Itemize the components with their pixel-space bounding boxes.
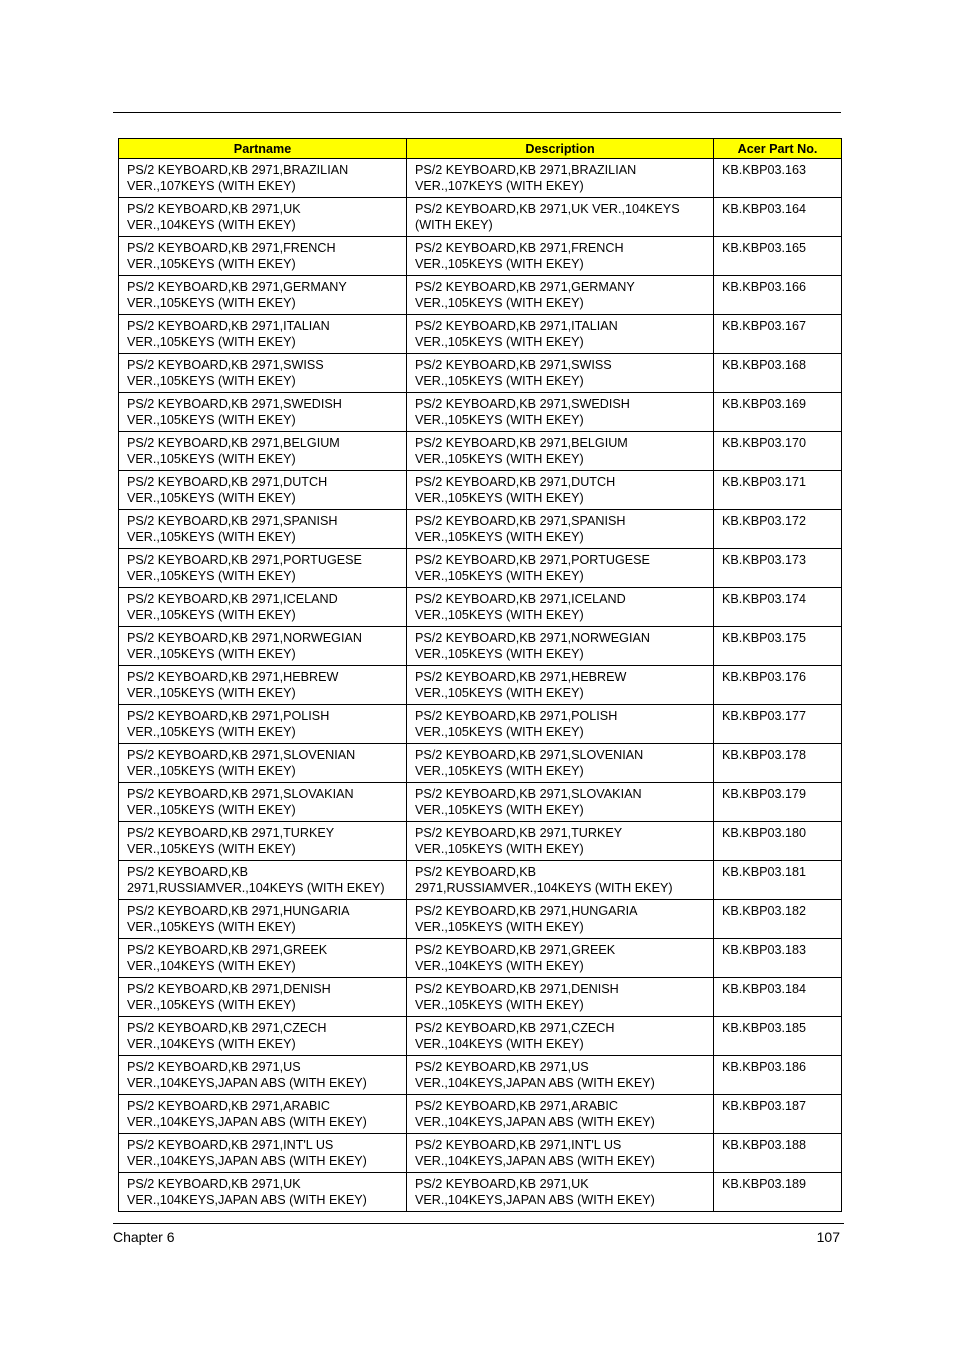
description-cell: PS/2 KEYBOARD,KB 2971,TURKEY VER.,105KEYS (WITH EKEY) <box>407 822 714 861</box>
partname-cell: PS/2 KEYBOARD,KB 2971,ARABIC VER.,104KEYS,JAPAN ABS (WITH EKEY) <box>119 1095 407 1134</box>
description-cell: PS/2 KEYBOARD,KB 2971,POLISH VER.,105KEYS (WITH EKEY) <box>407 705 714 744</box>
part-number-cell: KB.KBP03.182 <box>714 900 842 939</box>
partname-cell: PS/2 KEYBOARD,KB 2971,SLOVAKIAN VER.,105KEYS (WITH EKEY) <box>119 783 407 822</box>
part-number-cell: KB.KBP03.189 <box>714 1173 842 1212</box>
partname-cell: PS/2 KEYBOARD,KB 2971,INT'L US VER.,104KEYS,JAPAN ABS (WITH EKEY) <box>119 1134 407 1173</box>
description-cell: PS/2 KEYBOARD,KB 2971,BELGIUM VER.,105KEYS (WITH EKEY) <box>407 432 714 471</box>
table-row <box>119 783 842 822</box>
part-number-cell: KB.KBP03.174 <box>714 588 842 627</box>
table-row <box>119 393 842 432</box>
table-row <box>119 315 842 354</box>
part-number-cell: KB.KBP03.172 <box>714 510 842 549</box>
table-row <box>119 666 842 705</box>
part-number-cell: KB.KBP03.179 <box>714 783 842 822</box>
table-row <box>119 861 842 900</box>
partname-cell: PS/2 KEYBOARD,KB 2971,DENISH VER.,105KEYS (WITH EKEY) <box>119 978 407 1017</box>
partname-cell: PS/2 KEYBOARD,KB 2971,SWISS VER.,105KEYS (WITH EKEY) <box>119 354 407 393</box>
description-cell: PS/2 KEYBOARD,KB 2971,SLOVAKIAN VER.,105KEYS (WITH EKEY) <box>407 783 714 822</box>
table-row <box>119 939 842 978</box>
footer-page-number: 107 <box>816 1229 840 1245</box>
description-cell: PS/2 KEYBOARD,KB 2971,UK VER.,104KEYS (WITH EKEY) <box>407 198 714 237</box>
table-row <box>119 432 842 471</box>
part-number-cell: KB.KBP03.176 <box>714 666 842 705</box>
description-cell: PS/2 KEYBOARD,KB 2971,HEBREW VER.,105KEYS (WITH EKEY) <box>407 666 714 705</box>
table-row <box>119 705 842 744</box>
description-cell: PS/2 KEYBOARD,KB 2971,FRENCH VER.,105KEYS (WITH EKEY) <box>407 237 714 276</box>
description-cell: PS/2 KEYBOARD,KB 2971,GERMANY VER.,105KEYS (WITH EKEY) <box>407 276 714 315</box>
header-acer-part-no: Acer Part No. <box>714 139 842 159</box>
part-number-cell: KB.KBP03.167 <box>714 315 842 354</box>
part-number-cell: KB.KBP03.173 <box>714 549 842 588</box>
table-row <box>119 1017 842 1056</box>
partname-cell: PS/2 KEYBOARD,KB 2971,ICELAND VER.,105KEYS (WITH EKEY) <box>119 588 407 627</box>
description-cell: PS/2 KEYBOARD,KB 2971,SLOVENIAN VER.,105KEYS (WITH EKEY) <box>407 744 714 783</box>
table-row <box>119 471 842 510</box>
part-number-cell: KB.KBP03.187 <box>714 1095 842 1134</box>
description-cell: PS/2 KEYBOARD,KB 2971,BRAZILIAN VER.,107KEYS (WITH EKEY) <box>407 159 714 198</box>
part-number-cell: KB.KBP03.183 <box>714 939 842 978</box>
partname-cell: PS/2 KEYBOARD,KB 2971,GERMANY VER.,105KEYS (WITH EKEY) <box>119 276 407 315</box>
part-number-cell: KB.KBP03.170 <box>714 432 842 471</box>
description-cell: PS/2 KEYBOARD,KB 2971,PORTUGESE VER.,105KEYS (WITH EKEY) <box>407 549 714 588</box>
description-cell: PS/2 KEYBOARD,KB 2971,SWISS VER.,105KEYS (WITH EKEY) <box>407 354 714 393</box>
partname-cell: PS/2 KEYBOARD,KB 2971,BRAZILIAN VER.,107KEYS (WITH EKEY) <box>119 159 407 198</box>
part-number-cell: KB.KBP03.185 <box>714 1017 842 1056</box>
table-row <box>119 822 842 861</box>
table-row <box>119 276 842 315</box>
header-description: Description <box>407 139 714 159</box>
footer-rule <box>113 1223 844 1224</box>
description-cell: PS/2 KEYBOARD,KB 2971,DENISH VER.,105KEYS (WITH EKEY) <box>407 978 714 1017</box>
description-cell: PS/2 KEYBOARD,KB 2971,GREEK VER.,104KEYS (WITH EKEY) <box>407 939 714 978</box>
partname-cell: PS/2 KEYBOARD,KB 2971,SWEDISH VER.,105KEYS (WITH EKEY) <box>119 393 407 432</box>
table-row <box>119 744 842 783</box>
part-number-cell: KB.KBP03.164 <box>714 198 842 237</box>
part-number-cell: KB.KBP03.165 <box>714 237 842 276</box>
table-row <box>119 1134 842 1173</box>
part-number-cell: KB.KBP03.184 <box>714 978 842 1017</box>
part-number-cell: KB.KBP03.177 <box>714 705 842 744</box>
partname-cell: PS/2 KEYBOARD,KB 2971,HEBREW VER.,105KEYS (WITH EKEY) <box>119 666 407 705</box>
partname-cell: PS/2 KEYBOARD,KB 2971,FRENCH VER.,105KEYS (WITH EKEY) <box>119 237 407 276</box>
part-number-cell: KB.KBP03.186 <box>714 1056 842 1095</box>
partname-cell: PS/2 KEYBOARD,KB 2971,ITALIAN VER.,105KEYS (WITH EKEY) <box>119 315 407 354</box>
table-row <box>119 198 842 237</box>
partname-cell: PS/2 KEYBOARD,KB 2971,GREEK VER.,104KEYS (WITH EKEY) <box>119 939 407 978</box>
header-partname: Partname <box>119 139 407 159</box>
table-row <box>119 978 842 1017</box>
description-cell: PS/2 KEYBOARD,KB 2971,CZECH VER.,104KEYS (WITH EKEY) <box>407 1017 714 1056</box>
part-number-cell: KB.KBP03.169 <box>714 393 842 432</box>
description-cell: PS/2 KEYBOARD,KB 2971,SWEDISH VER.,105KEYS (WITH EKEY) <box>407 393 714 432</box>
description-cell: PS/2 KEYBOARD,KB 2971,HUNGARIA VER.,105KEYS (WITH EKEY) <box>407 900 714 939</box>
partname-cell: PS/2 KEYBOARD,KB 2971,US VER.,104KEYS,JAPAN ABS (WITH EKEY) <box>119 1056 407 1095</box>
description-cell: PS/2 KEYBOARD,KB 2971,SPANISH VER.,105KEYS (WITH EKEY) <box>407 510 714 549</box>
description-cell: PS/2 KEYBOARD,KB 2971,ARABIC VER.,104KEYS,JAPAN ABS (WITH EKEY) <box>407 1095 714 1134</box>
parts-table <box>118 138 842 1212</box>
partname-cell: PS/2 KEYBOARD,KB 2971,PORTUGESE VER.,105KEYS (WITH EKEY) <box>119 549 407 588</box>
part-number-cell: KB.KBP03.166 <box>714 276 842 315</box>
part-number-cell: KB.KBP03.178 <box>714 744 842 783</box>
table-row <box>119 900 842 939</box>
table-row <box>119 354 842 393</box>
partname-cell: PS/2 KEYBOARD,KB 2971,NORWEGIAN VER.,105KEYS (WITH EKEY) <box>119 627 407 666</box>
description-cell: PS/2 KEYBOARD,KB 2971,RUSSIAMVER.,104KEYS (WITH EKEY) <box>407 861 714 900</box>
table-row <box>119 588 842 627</box>
part-number-cell: KB.KBP03.168 <box>714 354 842 393</box>
part-number-cell: KB.KBP03.175 <box>714 627 842 666</box>
partname-cell: PS/2 KEYBOARD,KB 2971,DUTCH VER.,105KEYS (WITH EKEY) <box>119 471 407 510</box>
partname-cell: PS/2 KEYBOARD,KB 2971,CZECH VER.,104KEYS (WITH EKEY) <box>119 1017 407 1056</box>
table-row <box>119 1173 842 1212</box>
partname-cell: PS/2 KEYBOARD,KB 2971,RUSSIAMVER.,104KEYS (WITH EKEY) <box>119 861 407 900</box>
partname-cell: PS/2 KEYBOARD,KB 2971,UK VER.,104KEYS,JAPAN ABS (WITH EKEY) <box>119 1173 407 1212</box>
table-row <box>119 627 842 666</box>
table-row <box>119 510 842 549</box>
table-row <box>119 1095 842 1134</box>
partname-cell: PS/2 KEYBOARD,KB 2971,UK VER.,104KEYS (WITH EKEY) <box>119 198 407 237</box>
part-number-cell: KB.KBP03.163 <box>714 159 842 198</box>
part-number-cell: KB.KBP03.180 <box>714 822 842 861</box>
table-body <box>119 159 842 1212</box>
description-cell: PS/2 KEYBOARD,KB 2971,ITALIAN VER.,105KEYS (WITH EKEY) <box>407 315 714 354</box>
partname-cell: PS/2 KEYBOARD,KB 2971,POLISH VER.,105KEYS (WITH EKEY) <box>119 705 407 744</box>
description-cell: PS/2 KEYBOARD,KB 2971,UK VER.,104KEYS,JAPAN ABS (WITH EKEY) <box>407 1173 714 1212</box>
partname-cell: PS/2 KEYBOARD,KB 2971,HUNGARIA VER.,105KEYS (WITH EKEY) <box>119 900 407 939</box>
part-number-cell: KB.KBP03.188 <box>714 1134 842 1173</box>
header-rule <box>113 112 841 113</box>
part-number-cell: KB.KBP03.171 <box>714 471 842 510</box>
description-cell: PS/2 KEYBOARD,KB 2971,US VER.,104KEYS,JAPAN ABS (WITH EKEY) <box>407 1056 714 1095</box>
table-row <box>119 237 842 276</box>
partname-cell: PS/2 KEYBOARD,KB 2971,SLOVENIAN VER.,105KEYS (WITH EKEY) <box>119 744 407 783</box>
description-cell: PS/2 KEYBOARD,KB 2971,DUTCH VER.,105KEYS (WITH EKEY) <box>407 471 714 510</box>
table-row <box>119 549 842 588</box>
table-row <box>119 1056 842 1095</box>
table-header-row <box>119 139 842 159</box>
description-cell: PS/2 KEYBOARD,KB 2971,INT'L US VER.,104KEYS,JAPAN ABS (WITH EKEY) <box>407 1134 714 1173</box>
description-cell: PS/2 KEYBOARD,KB 2971,ICELAND VER.,105KEYS (WITH EKEY) <box>407 588 714 627</box>
partname-cell: PS/2 KEYBOARD,KB 2971,SPANISH VER.,105KEYS (WITH EKEY) <box>119 510 407 549</box>
description-cell: PS/2 KEYBOARD,KB 2971,NORWEGIAN VER.,105KEYS (WITH EKEY) <box>407 627 714 666</box>
part-number-cell: KB.KBP03.181 <box>714 861 842 900</box>
table-row <box>119 159 842 198</box>
partname-cell: PS/2 KEYBOARD,KB 2971,BELGIUM VER.,105KEYS (WITH EKEY) <box>119 432 407 471</box>
footer-chapter: Chapter 6 <box>113 1229 175 1245</box>
partname-cell: PS/2 KEYBOARD,KB 2971,TURKEY VER.,105KEYS (WITH EKEY) <box>119 822 407 861</box>
